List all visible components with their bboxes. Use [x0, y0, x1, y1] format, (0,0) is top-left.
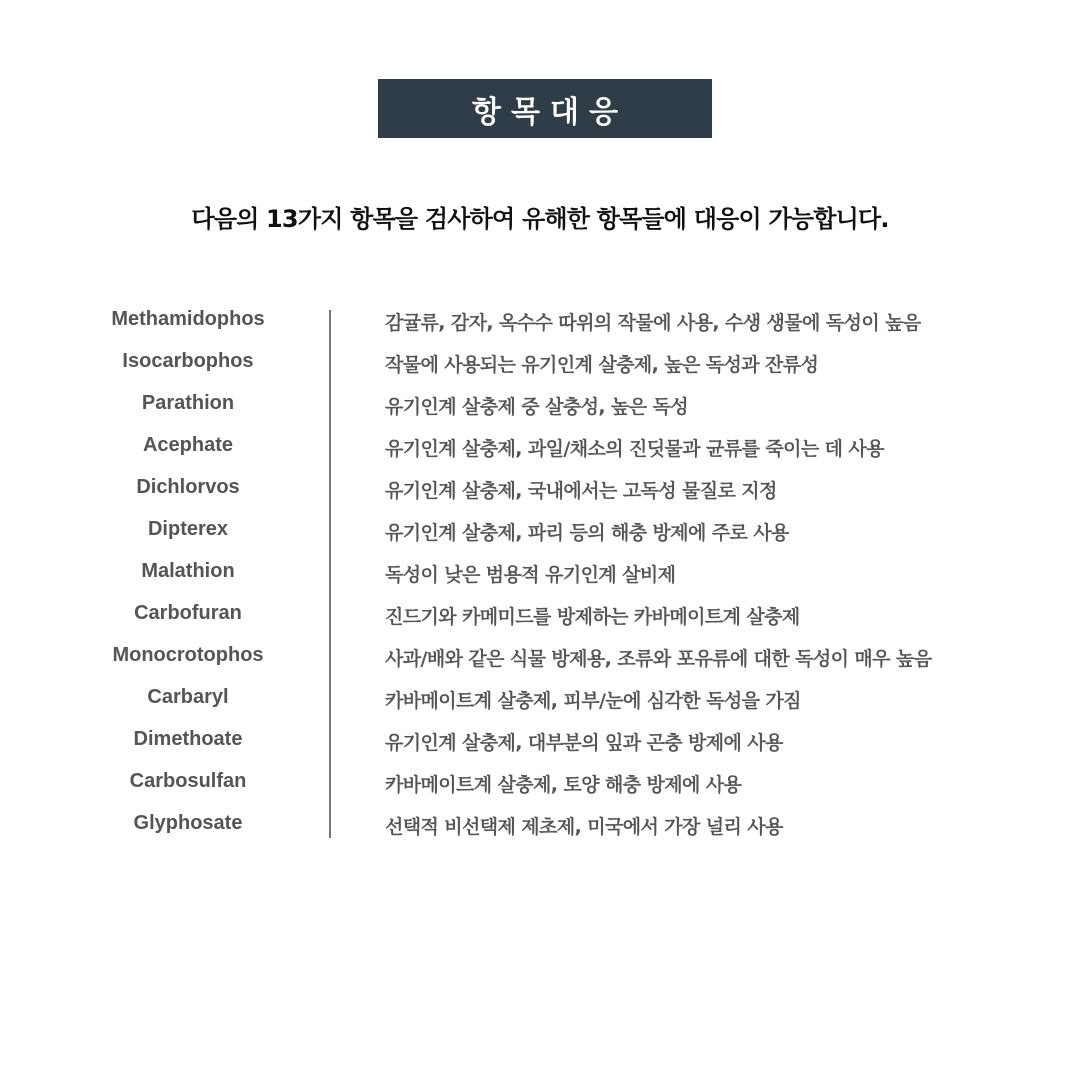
item-name: Monocrotophos [112, 644, 264, 666]
list-item [0, 804, 1080, 846]
list-item [0, 720, 1080, 762]
item-description: 유기인계 살충제, 대부분의 잎과 곤충 방제에 사용 [385, 732, 783, 754]
item-name: Carbofuran [134, 602, 242, 624]
list-item [0, 510, 1080, 552]
item-name: Acephate [142, 434, 234, 456]
list-item [0, 468, 1080, 510]
list-item [0, 300, 1080, 342]
item-description: 선택적 비선택제 제초제, 미국에서 가장 널리 사용 [385, 816, 783, 838]
list-item [0, 678, 1080, 720]
item-name: Malathion [141, 560, 235, 582]
list-item [0, 426, 1080, 468]
item-description: 사과/배와 같은 식물 방제용, 조류와 포유류에 대한 독성이 매우 높음 [385, 648, 932, 670]
item-name: Dipterex [147, 518, 229, 540]
page-subtitle: 다음의 13가지 항목을 검사하여 유해한 항목들에 대응이 가능합니다. [191, 205, 889, 233]
page-title: 항목대응 [472, 94, 628, 130]
item-name: Methamidophos [111, 308, 265, 330]
list-item [0, 762, 1080, 804]
list-item [0, 636, 1080, 678]
item-name: Carbosulfan [129, 770, 247, 792]
item-description: 카바메이트계 살충제, 피부/눈에 심각한 독성을 가짐 [385, 690, 801, 712]
item-description: 카바메이트계 살충제, 토양 해충 방제에 사용 [385, 774, 742, 796]
item-description: 유기인계 살충제, 과일/채소의 진딧물과 균류를 죽이는 데 사용 [385, 438, 884, 460]
item-name: Parathion [141, 392, 235, 414]
item-description: 독성이 낮은 범용적 유기인계 살비제 [385, 564, 676, 586]
item-description: 작물에 사용되는 유기인계 살충제, 높은 독성과 잔류성 [385, 354, 819, 376]
item-name: Isocarbophos [122, 350, 254, 372]
item-description: 진드기와 카메미드를 방제하는 카바메이트계 살충제 [385, 606, 800, 628]
item-name: Dichlorvos [136, 476, 240, 498]
item-description: 감귤류, 감자, 옥수수 따위의 작물에 사용, 수생 생물에 독성이 높음 [385, 312, 921, 334]
list-item [0, 342, 1080, 384]
item-description: 유기인계 살충제, 국내에서는 고독성 물질로 지정 [385, 480, 777, 502]
item-name: Dimethoate [133, 728, 243, 750]
list-item [0, 384, 1080, 426]
item-description: 유기인계 살충제 중 살충성, 높은 독성 [385, 396, 689, 418]
item-list [0, 300, 1080, 846]
item-description: 유기인계 살충제, 파리 등의 해충 방제에 주로 사용 [385, 522, 789, 544]
list-item [0, 594, 1080, 636]
list-item [0, 552, 1080, 594]
title-banner [378, 79, 712, 138]
item-name: Glyphosate [133, 812, 243, 834]
item-name: Carbaryl [147, 686, 229, 708]
